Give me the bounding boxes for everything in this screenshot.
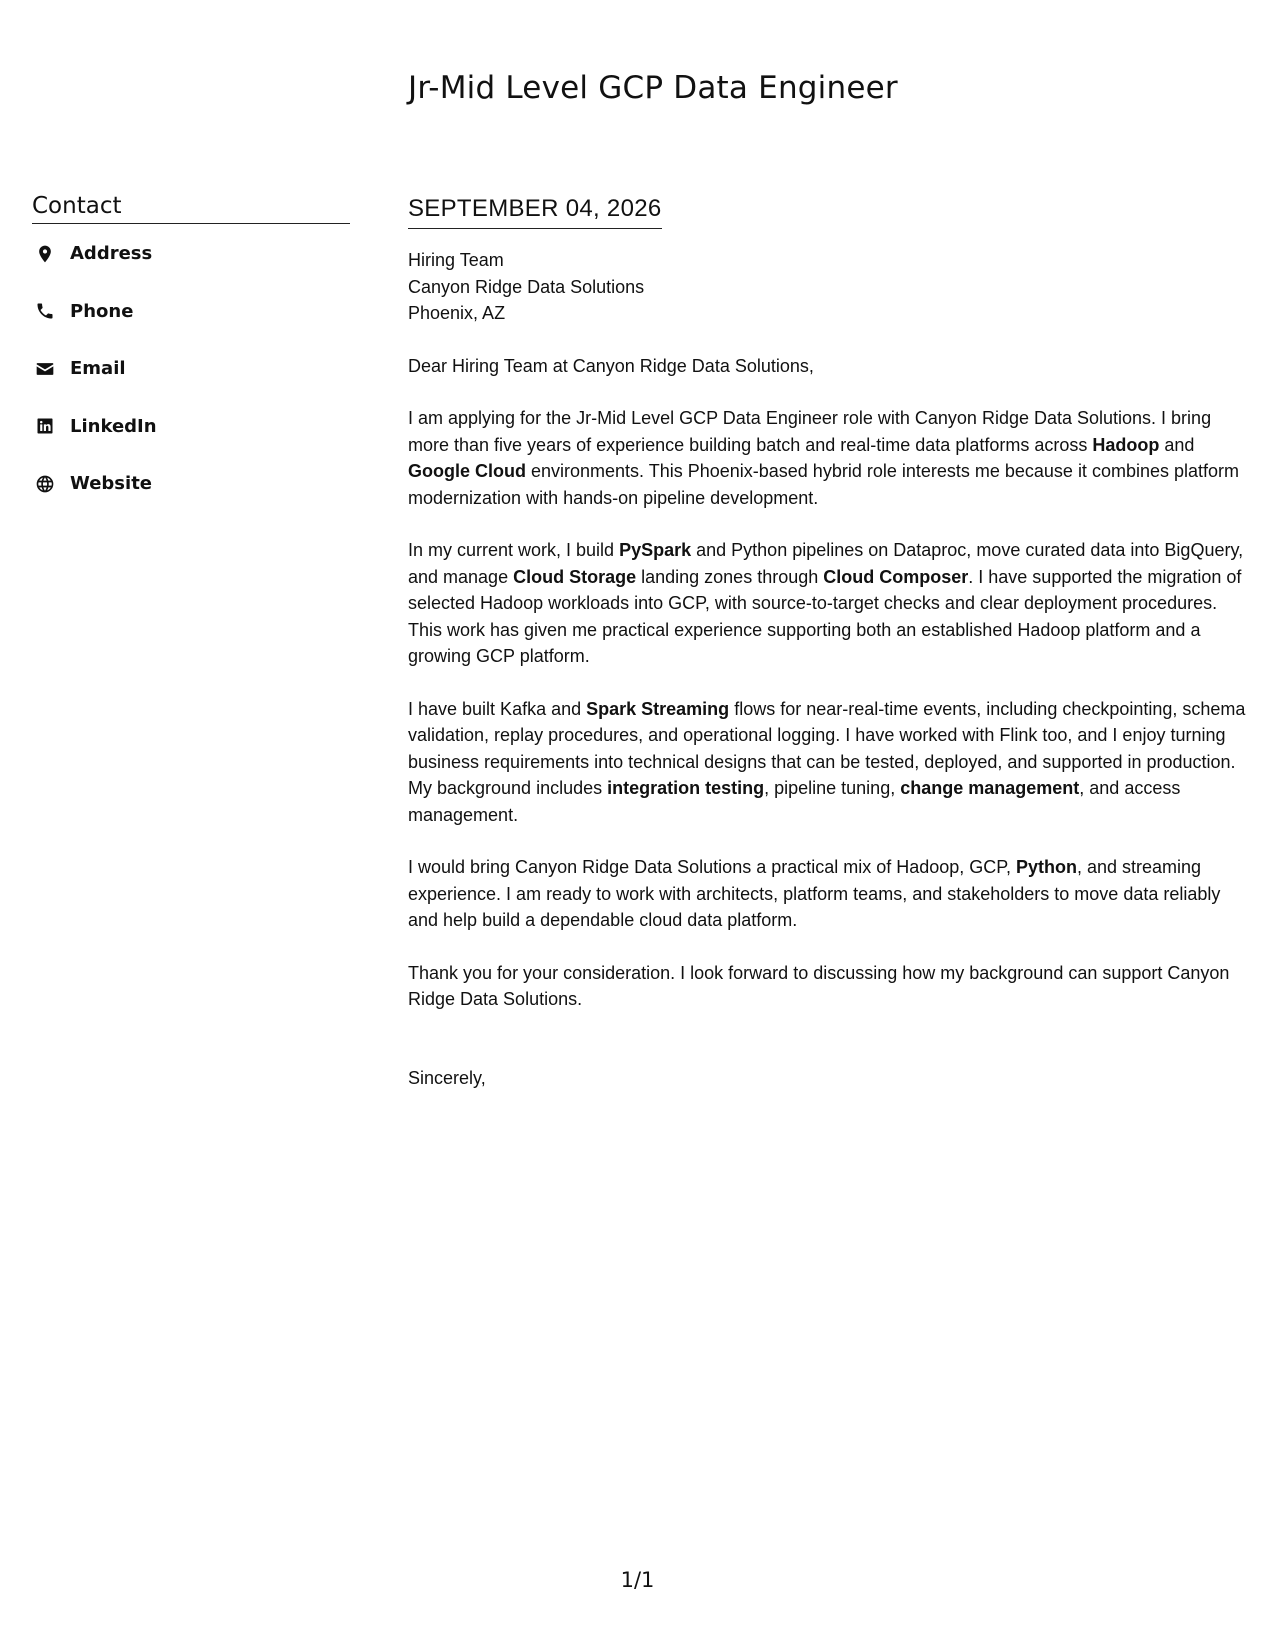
contact-item-linkedin[interactable] <box>32 398 350 456</box>
globe-icon <box>34 473 56 495</box>
envelope-icon <box>34 358 56 380</box>
paragraph-2: In my current work, I build PySpark and Python pipelines on Dataproc, move curated data into BigQuery, and manage Cloud Storage landing zones through Cloud Composer. I have supported the migration of selected Hadoop workloads into GCP, with source-to-target checks and clear deployment procedures. This work has given me practical experience supporting both an established Hadoop platform and a growing GCP platform. <box>408 540 1244 666</box>
contact-label-phone: Phone <box>70 300 134 322</box>
contact-list <box>32 225 350 513</box>
contact-item-website[interactable] <box>32 455 350 513</box>
recipient-line: Phoenix, AZ <box>408 303 506 323</box>
contact-label-website: Website <box>70 473 153 495</box>
closing: Sincerely, <box>408 1067 486 1088</box>
contact-label-linkedin: LinkedIn <box>70 415 157 437</box>
page-title: Jr-Mid Level GCP Data Engineer <box>408 70 898 106</box>
recipient-line: Hiring Team <box>408 250 504 270</box>
paragraph-5: Thank you for your consideration. I look forward to discussing how my background can support Canyon Ridge Data Solutions. <box>408 962 1230 1009</box>
salutation: Dear Hiring Team at Canyon Ridge Data Solutions, <box>408 355 814 376</box>
paragraph-3: I have built Kafka and Spark Streaming flows for near-real-time events, including checkpointing, schema validation, replay procedures, and operational logging. I have worked with Flink too, and I enjoy turning business requirements into technical designs that can be tested, deployed, and supported in production. My background includes integration testing, pipeline tuning, change management, and access management. <box>408 698 1246 825</box>
map-pin-icon <box>34 243 56 265</box>
contact-item-phone[interactable] <box>32 283 350 341</box>
phone-icon <box>34 300 56 322</box>
contact-item-email[interactable] <box>32 340 350 398</box>
contact-item-address[interactable] <box>32 225 350 283</box>
letter-date: SEPTEMBER 04, 2026 <box>408 193 662 229</box>
contact-heading: Contact <box>32 193 350 224</box>
letter-body <box>408 193 1253 1091</box>
paragraph-4: I would bring Canyon Ridge Data Solutions a practical mix of Hadoop, GCP, Python, and streaming experience. I am ready to work with architects, platform teams, and stakeholders to move data reliably and help build a dependable cloud data platform. <box>408 857 1221 930</box>
paragraph-1: I am applying for the Jr-Mid Level GCP Data Engineer role with Canyon Ridge Data Solutions. I bring more than five years of experience building batch and real-time data platforms across Hadoop and Google Cloud environments. This Phoenix-based hybrid role interests me because it combines platform modernization with hands-on pipeline development. <box>408 408 1239 508</box>
contact-sidebar <box>32 193 350 513</box>
linkedin-icon <box>34 415 56 437</box>
contact-label-email: Email <box>70 358 126 380</box>
page-number: 1/1 <box>620 1568 655 1592</box>
recipient-block <box>408 247 1253 327</box>
contact-label-address: Address <box>70 243 153 265</box>
recipient-line: Canyon Ridge Data Solutions <box>408 276 645 297</box>
